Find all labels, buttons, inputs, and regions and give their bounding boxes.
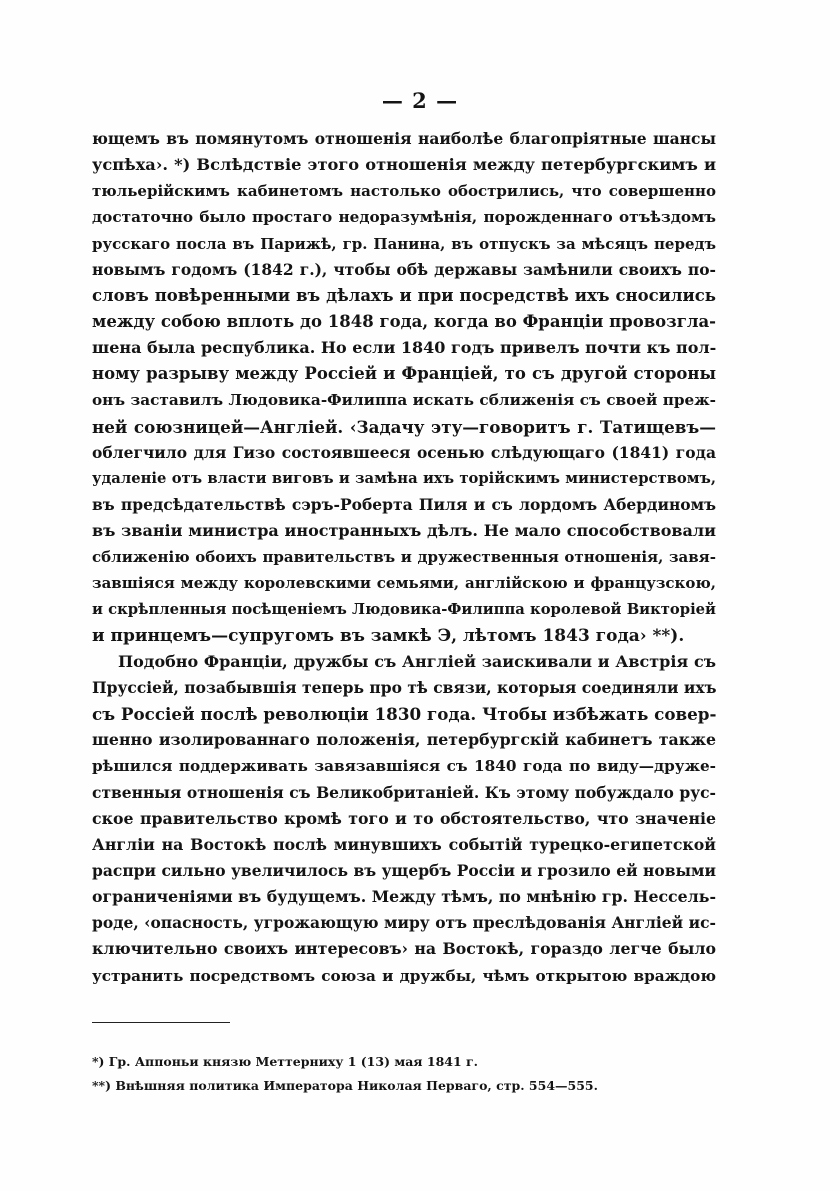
text-line: ющемъ въ помянутомъ отношенія наиболѣе благопріятные шансы — [92, 129, 716, 148]
text-line: новымъ годомъ (1842 г.), чтобы обѣ державы замѣнили своихъ по- — [92, 259, 716, 279]
text-line: ному разрыву между Россіей и Франціей, то съ другой стороны — [92, 364, 716, 384]
text-line: ственныя отношенія съ Великобританіей. Къ этому побуждало рус- — [92, 782, 716, 802]
text-line: устранить посредствомъ союза и дружбы, чѣмъ открытою враждою — [92, 966, 716, 985]
text-line: удаленіе отъ власти виговъ и замѣна ихъ торійскимъ министерствомъ, — [92, 469, 716, 487]
text-line: и принцемъ—супругомъ въ замкѣ Э, лѣтомъ 1843 года› **). — [92, 625, 685, 646]
text-line: словъ повѣренными въ дѣлахъ и при посредствѣ ихъ сносились — [92, 285, 716, 305]
text-line: сближенію обоихъ правительствъ и дружественныя отношенія, завя- — [92, 548, 716, 567]
text-line: ское правительство кромѣ того и то обстоятельство, что значеніе — [92, 808, 716, 828]
text-line: завшіяся между королевскими семьями, англійскою и французскою, — [92, 574, 716, 593]
text-line: ограниченіями въ будущемъ. Между тѣмъ, по мнѣнію гр. Нессель- — [92, 887, 716, 907]
footnote: **) Внѣшняя политика Императора Николая Перваго, стр. 554—555. — [92, 1078, 598, 1093]
text-line: онъ заставилъ Людовика-Филиппа искать сближенія съ своей преж- — [92, 391, 716, 410]
text-line: успѣха›. *) Вслѣдствіе этого отношенія между петербургскимъ и — [92, 155, 716, 175]
text-line: ней союзницей—Англіей. ‹Задачу эту—говоритъ г. Татищевъ— — [92, 416, 716, 437]
text-line: шенно изолированнаго положенія, петербургскій кабинетъ также — [92, 730, 716, 750]
text-line: распри сильно увеличилось въ ущербъ Россіи и грозило ей новыми — [92, 860, 716, 880]
page-number: — 2 — — [381, 88, 459, 113]
text-line: Англіи на Востокѣ послѣ минувшихъ событій турецко-египетской — [92, 834, 716, 854]
text-line: тюльерійскимъ кабинетомъ настолько обострились, что совершенно — [92, 182, 716, 201]
text-line: Пруссіей, позабывшія теперь про тѣ связи, которыя соединяли ихъ — [92, 677, 716, 697]
footnote-separator — [92, 1022, 230, 1023]
text-line: достаточно было простаго недоразумѣнія, порожденнаго отъѣздомъ — [92, 208, 716, 227]
text-line: роде, ‹опасность, угрожающую миру отъ преслѣдованія Англіей ис- — [92, 913, 716, 933]
text-line: въ предсѣдательствѣ сэръ-Роберта Пиля и съ лордомъ Абердиномъ — [92, 494, 716, 514]
footnote: *) Гр. Аппоньи князю Меттерниху 1 (13) мая 1841 г. — [92, 1054, 479, 1069]
text-line: и скрѣпленныя посѣщеніемъ Людовика-Филиппа королевой Викторіей — [92, 600, 716, 618]
text-line: облегчило для Гизо состоявшееся осенью слѣдующаго (1841) года — [92, 442, 716, 462]
text-line: ключительно своихъ интересовъ› на Востокѣ, гораздо легче было — [92, 939, 716, 959]
text-line: шена была республика. Но если 1840 годъ привелъ почти къ пол- — [92, 338, 716, 358]
footnotes — [92, 1050, 732, 1098]
text-line: русскаго посла въ Парижѣ, гр. Панина, въ отпускъ за мѣсяцъ передъ — [92, 234, 716, 253]
text-line: рѣшился поддерживать завязавшіяся съ 1840 года по виду—друже- — [92, 757, 716, 776]
paragraph-first-line: Подобно Франціи, дружбы съ Англіей заискивали и Австрія съ — [118, 651, 716, 671]
body-text — [92, 126, 716, 989]
text-line: съ Россіей послѣ революціи 1830 года. Чтобы избѣжать совер- — [92, 704, 716, 725]
text-line: въ званіи министра иностранныхъ дѣлъ. Не мало способствовали — [92, 521, 716, 541]
text-line: между собою вплоть до 1848 года, когда во Франціи провозгла- — [92, 311, 716, 331]
